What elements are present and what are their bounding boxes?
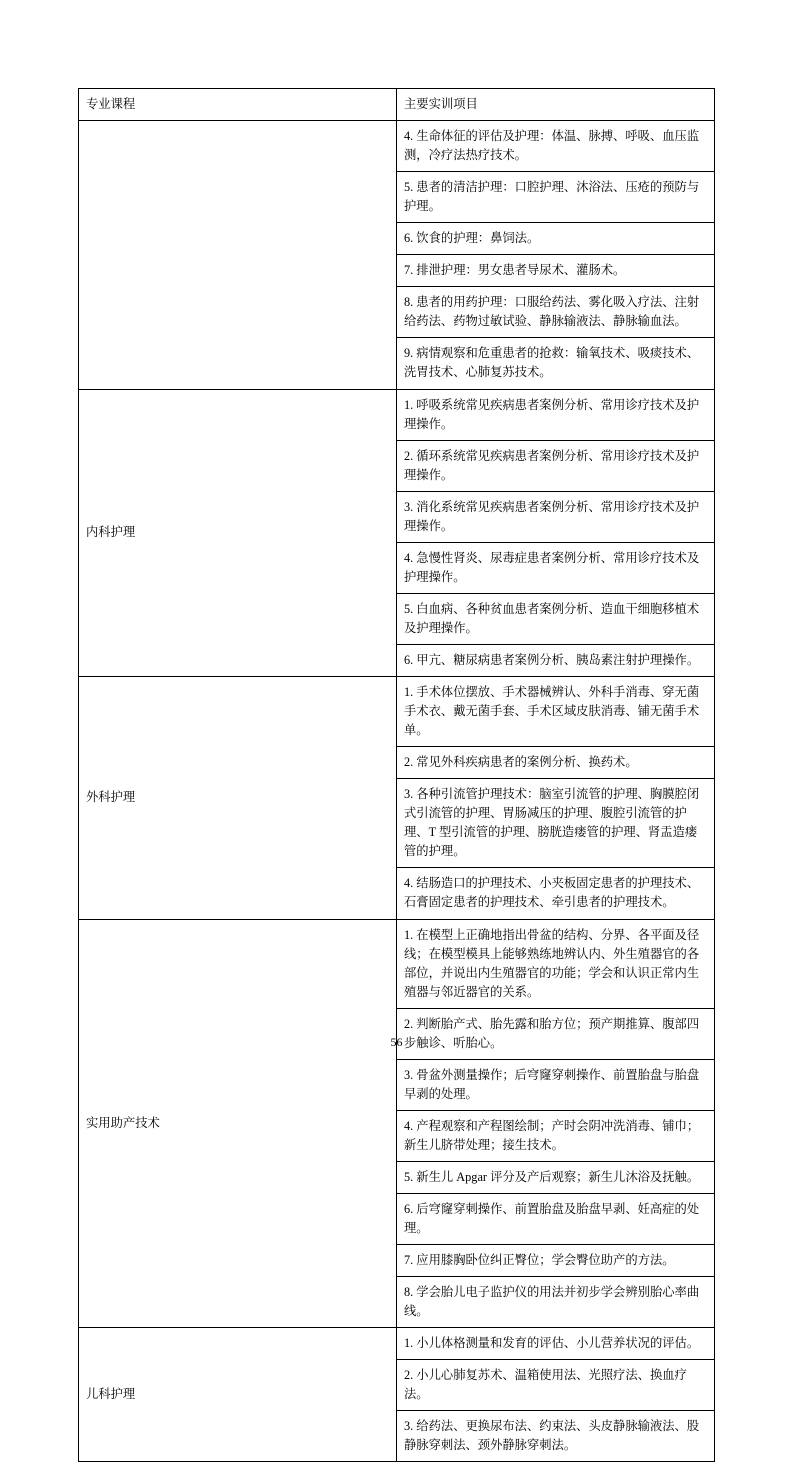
training-item: 2. 循环系统常见疾病患者案例分析、常用诊疗技术及护理操作。 (397, 440, 715, 491)
course-cell: 实用助产技术 (79, 919, 397, 1328)
course-cell: 儿科护理 (79, 1328, 397, 1462)
training-item: 3. 给药法、更换尿布法、约束法、头皮静脉输液法、股静脉穿刺法、颈外静脉穿刺法。 (397, 1411, 715, 1462)
training-item: 4. 产程观察和产程图绘制；产时会阴冲洗消毒、铺巾；新生儿脐带处理；接生技术。 (397, 1110, 715, 1161)
course-cell: 内科护理 (79, 389, 397, 677)
training-item: 1. 呼吸系统常见疾病患者案例分析、常用诊疗技术及护理操作。 (397, 389, 715, 440)
table-row (79, 121, 715, 172)
table-row (79, 389, 715, 440)
training-item: 2. 小儿心肺复苏术、温箱使用法、光照疗法、换血疗法。 (397, 1360, 715, 1411)
training-item: 4. 结肠造口的护理技术、小夹板固定患者的护理技术、石膏固定患者的护理技术、牵引患者的护理技术。 (397, 868, 715, 919)
curriculum-table (78, 88, 715, 1462)
table-row (79, 919, 715, 1008)
training-item: 5. 新生儿 Apgar 评分及产后观察；新生儿沐浴及抚触。 (397, 1161, 715, 1193)
course-cell (79, 121, 397, 389)
header-course: 专业课程 (79, 89, 397, 121)
training-item: 8. 学会胎儿电子监护仪的用法并初步学会辨别胎心率曲线。 (397, 1277, 715, 1328)
training-item: 7. 应用膝胸卧位纠正臀位；学会臀位助产的方法。 (397, 1245, 715, 1277)
table-body (79, 121, 715, 1462)
training-item: 5. 患者的清洁护理：口腔护理、沐浴法、压疮的预防与护理。 (397, 172, 715, 223)
course-cell: 外科护理 (79, 677, 397, 919)
training-item: 1. 手术体位摆放、手术器械辨认、外科手消毒、穿无菌手术衣、戴无菌手套、手术区域皮肤消毒、铺无菌手术单。 (397, 677, 715, 747)
table-header-row (79, 89, 715, 121)
table-row (79, 677, 715, 747)
page-number: 56 (390, 1035, 403, 1049)
training-item: 3. 骨盆外测量操作；后穹窿穿刺操作、前置胎盘与胎盘早剥的处理。 (397, 1059, 715, 1110)
table-row (79, 1328, 715, 1360)
training-item: 8. 患者的用药护理：口服给药法、雾化吸入疗法、注射给药法、药物过敏试验、静脉输液法、静脉输血法。 (397, 287, 715, 338)
training-item: 4. 急慢性肾炎、尿毒症患者案例分析、常用诊疗技术及护理操作。 (397, 542, 715, 593)
training-item: 2. 判断胎产式、胎先露和胎方位；预产期推算、腹部四步触诊、听胎心。 (397, 1008, 715, 1059)
training-item: 3. 各种引流管护理技术：脑室引流管的护理、胸膜腔闭式引流管的护理、胃肠减压的护理、腹腔引流管的护理、T 型引流管的护理、膀胱造瘘管的护理、肾盂造瘘管的护理。 (397, 779, 715, 868)
training-item: 1. 小儿体格测量和发育的评估、小儿营养状况的评估。 (397, 1328, 715, 1360)
training-item: 6. 饮食的护理：鼻饲法。 (397, 223, 715, 255)
training-item: 4. 生命体征的评估及护理：体温、脉搏、呼吸、血压监测，冷疗法热疗技术。 (397, 121, 715, 172)
training-item: 7. 排泄护理：男女患者导尿术、灌肠术。 (397, 255, 715, 287)
training-item: 3. 消化系统常见疾病患者案例分析、常用诊疗技术及护理操作。 (397, 491, 715, 542)
training-item: 1. 在模型上正确地指出骨盆的结构、分界、各平面及径线；在模型模具上能够熟练地辨认内、外生殖器官的各部位，并说出内生殖器官的功能；学会和认识正常内生殖器与邻近器官的关系。 (397, 919, 715, 1008)
training-item: 6. 甲亢、糖尿病患者案例分析、胰岛素注射护理操作。 (397, 644, 715, 676)
training-item: 6. 后穹窿穿刺操作、前置胎盘及胎盘早剥、妊高症的处理。 (397, 1194, 715, 1245)
header-items: 主要实训项目 (397, 89, 715, 121)
training-item: 5. 白血病、各种贫血患者案例分析、造血干细胞移植术及护理操作。 (397, 593, 715, 644)
training-item: 2. 常见外科疾病患者的案例分析、换药术。 (397, 747, 715, 779)
training-item: 9. 病情观察和危重患者的抢救：输氧技术、吸痰技术、洗胃技术、心肺复苏技术。 (397, 338, 715, 389)
